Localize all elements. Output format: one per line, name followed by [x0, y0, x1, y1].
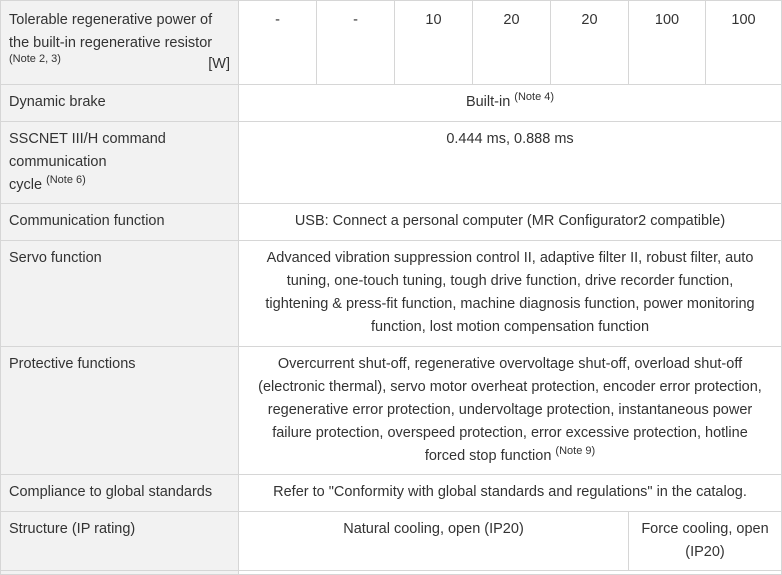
value-structure-natural: Natural cooling, open (IP20): [239, 512, 629, 571]
row-structure: [1, 512, 782, 571]
value-line: (electronic thermal), servo motor overheat protection, encoder error protection,: [258, 379, 762, 395]
regen-value-4: 20: [473, 1, 551, 85]
value-line: [247, 445, 773, 468]
value-servo-function: [239, 241, 782, 347]
regen-value-3: 10: [395, 1, 473, 85]
row-compliance: [1, 475, 782, 512]
value-communication: USB: Connect a personal computer (MR Configurator2 compatible): [239, 204, 782, 241]
regen-value-7: 100: [706, 1, 782, 85]
partial-cell: [1, 571, 239, 575]
value-line: Overcurrent shut-off, regenerative overvoltage shut-off, overload shut-off: [277, 356, 743, 372]
value-sscnet-cycle: 0.444 ms, 0.888 ms: [239, 122, 782, 204]
value-dynamic-brake: [239, 85, 782, 122]
partial-cell: [239, 571, 782, 575]
value-line: tightening & press-fit function, machine diagnosis function, power monitoring: [265, 296, 755, 312]
label-dynamic-brake: Dynamic brake: [1, 85, 239, 122]
value-structure-force: [629, 512, 782, 571]
regen-value-2: -: [317, 1, 395, 85]
regen-value-6: 100: [629, 1, 706, 85]
value-text: forced stop function: [424, 448, 552, 464]
label-sscnet-cycle: [1, 122, 239, 204]
note-ref: (Note 9): [555, 445, 596, 457]
label-regenerative-power: [1, 1, 239, 85]
label-line: SSCNET III/H command: [9, 131, 166, 147]
value-line: Force cooling, open: [641, 521, 769, 537]
label-structure: Structure (IP rating): [1, 512, 239, 571]
label-compliance: Compliance to global standards: [1, 475, 239, 512]
label-line: [9, 174, 230, 197]
value-compliance: Refer to "Conformity with global standards and regulations" in the catalog.: [239, 475, 782, 512]
label-line: communication: [9, 154, 107, 170]
label-line: the built-in regenerative resistor: [9, 35, 213, 51]
value-line: failure protection, overspeed protection, error excessive protection, hotline: [272, 425, 748, 441]
label-text: cycle: [9, 177, 43, 193]
row-sscnet-cycle: [1, 122, 782, 204]
row-communication: [1, 204, 782, 241]
regen-value-5: 20: [551, 1, 629, 85]
note-text: (Note 2, 3): [9, 53, 61, 65]
regen-value-1: -: [239, 1, 317, 85]
value-line: (IP20): [685, 544, 725, 560]
note-ref: (Note 6): [46, 174, 86, 186]
row-servo-function: [1, 241, 782, 347]
unit-label: [W]: [208, 56, 230, 72]
row-regenerative-power: [1, 1, 782, 85]
row-dynamic-brake: [1, 85, 782, 122]
value-line: tuning, one-touch tuning, tough drive function, drive recorder function,: [286, 273, 734, 289]
label-line: Tolerable regenerative power of: [9, 12, 213, 28]
row-next-partial: [1, 571, 782, 575]
label-protective-functions: Protective functions: [1, 347, 239, 475]
value-protective-functions: [239, 347, 782, 475]
note-ref: (Note 4): [514, 91, 555, 103]
value-line: function, lost motion compensation function: [370, 319, 650, 335]
label-communication: Communication function: [1, 204, 239, 241]
value-line: Advanced vibration suppression control II, adaptive filter II, robust filter, auto: [266, 250, 754, 266]
value-text: Built-in: [465, 94, 511, 110]
value-line: regenerative error protection, undervoltage protection, instantaneous power: [267, 402, 753, 418]
row-protective-functions: [1, 347, 782, 475]
label-servo-function: Servo function: [1, 241, 239, 347]
